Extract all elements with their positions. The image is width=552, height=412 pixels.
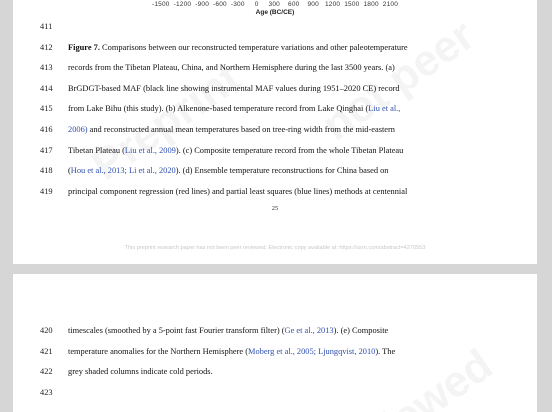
citation-link[interactable]: Hou et al., 2013; Li et al., 2020 <box>70 166 176 176</box>
text-line <box>13 61 537 75</box>
text-line <box>13 82 537 96</box>
line-number: 418 <box>40 166 53 176</box>
line-number: 423 <box>40 387 53 397</box>
body-text: and reconstructed annual mean temperatures based on tree-ring width from the mid-eastern <box>87 125 395 134</box>
body-text: ). (c) Composite temperature record from the whole Tibetan Plateau <box>175 145 404 155</box>
preprint-footer-notice: This preprint research paper has not been peer reviewed. Electronic copy available at: https://ssrn.com/abstract=4270553 <box>124 245 426 251</box>
line-number: 414 <box>40 83 53 93</box>
line-number: 415 <box>40 104 53 114</box>
figure-x-axis-ticks: -1500 -1200 -900 -600 -300 0 300 600 900 1200 1500 1800 2100 <box>151 1 399 8</box>
body-text: grey shaded columns indicate cold periods. <box>68 367 213 376</box>
body-text: ). (d) Ensemble temperature reconstructions for China based on <box>175 166 389 176</box>
line-text <box>68 345 468 359</box>
citation-link[interactable]: Moberg et al., 2005; Ljungqvist, 2010 <box>248 346 376 356</box>
line-number: 411 <box>40 22 53 31</box>
body-text: ( <box>68 166 71 176</box>
text-line <box>13 164 537 178</box>
body-text: principal component regression (red lines) and partial least squares (blue lines) methods at centennial <box>68 186 408 196</box>
body-text: temperature anomalies for the Northern Hemisphere ( <box>68 346 248 356</box>
text-line <box>13 386 537 400</box>
body-text: Tibetan Plateau ( <box>68 145 125 155</box>
text-line <box>13 345 537 359</box>
text-line <box>13 20 537 34</box>
text-line <box>13 144 537 158</box>
line-number: 420 <box>40 326 53 335</box>
citation-link[interactable]: Liu et al., 2009 <box>124 145 176 155</box>
line-text <box>68 41 468 55</box>
line-number: 416 <box>40 125 53 134</box>
line-text <box>68 102 468 116</box>
text-line <box>13 185 537 199</box>
body-text: BrGDGT-based MAF (black line showing instrumental MAF values during 1951–2020 CE) record <box>68 83 400 93</box>
text-line <box>13 365 537 379</box>
line-number: 419 <box>40 186 53 196</box>
figure-x-axis-label: Age (BC/CE) <box>255 9 295 16</box>
line-number: 413 <box>40 63 53 73</box>
line-text <box>68 324 468 338</box>
body-text: ). (e) Composite <box>333 326 389 335</box>
figure-caption-label: Figure 7. <box>68 42 100 52</box>
line-text <box>68 82 468 96</box>
line-number: 422 <box>40 367 53 376</box>
line-number: 421 <box>40 346 53 356</box>
body-text: Comparisons between our reconstructed temperature variations and other paleotemperature <box>99 42 408 52</box>
line-text <box>68 365 468 379</box>
line-number: 412 <box>40 42 53 52</box>
page-number: 25 <box>271 205 279 212</box>
body-text: from Lake Bihu (this study). (b) Alkenone-based temperature record from Lake Qinghai ( <box>68 104 369 114</box>
document-page-1 <box>13 0 537 264</box>
line-text <box>68 123 468 137</box>
line-text <box>68 185 468 199</box>
line-text <box>68 61 468 75</box>
body-text: timescales (smoothed by a 5-point fast Fourier transform filter) ( <box>68 326 285 335</box>
document-page-2 <box>13 274 537 412</box>
citation-link[interactable]: Ge et al., 2013 <box>284 326 334 335</box>
text-line <box>13 324 537 338</box>
citation-link[interactable]: Liu et al., <box>368 104 401 114</box>
text-line <box>13 102 537 116</box>
body-text: records from the Tibetan Plateau, China, and Northern Hemisphere during the last 3500 years. (a) <box>68 63 395 73</box>
text-line <box>13 41 537 55</box>
line-text <box>68 164 468 178</box>
line-text <box>68 144 468 158</box>
body-text: ). The <box>375 346 396 356</box>
citation-link[interactable]: 2006) <box>68 125 88 134</box>
line-number: 417 <box>40 145 53 155</box>
text-line <box>13 123 537 137</box>
